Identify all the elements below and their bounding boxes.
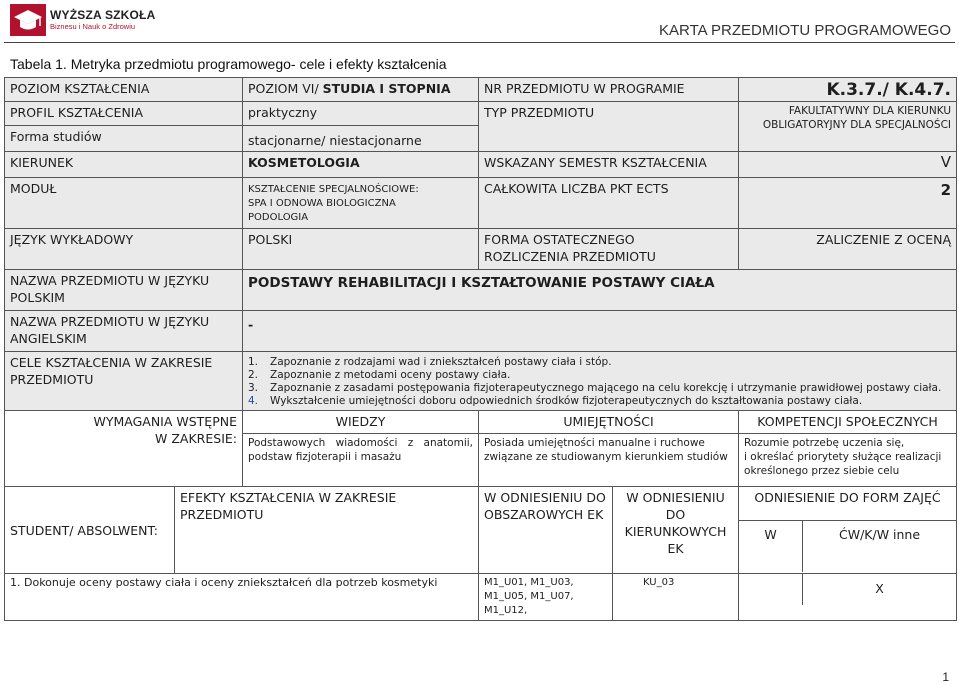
efekt-cwk-value: X — [875, 581, 884, 596]
kompetencji-header: KOMPETENCJI SPOŁECZNYCH — [739, 411, 957, 434]
nazwa-en-label: NAZWA PRZEDMIOTU W JĘZYKU ANGIELSKIM — [5, 311, 243, 352]
nazwa-en-value: - — [243, 311, 957, 352]
modul-label: MODUŁ — [5, 178, 243, 229]
ects-value: 2 — [739, 178, 957, 229]
wiedzy-header: WIEDZY — [243, 411, 479, 434]
nr-value: K.3.7./ K.4.7. — [739, 78, 957, 102]
forma-rozliczenia-value: ZALICZENIE Z OCENĄ — [739, 229, 957, 270]
page-number: 1 — [942, 670, 949, 684]
jezyk-value: POLSKI — [243, 229, 479, 270]
wymagania-label: WYMAGANIA WSTĘPNE W ZAKRESIE: — [5, 411, 243, 487]
efekty-header-cell — [5, 487, 479, 574]
logo-text-line2: Biznesu i Nauk o Zdrowiu — [50, 22, 136, 31]
graduation-cap-icon — [10, 4, 46, 36]
poziom-label: POZIOM KSZTAŁCENIA — [5, 78, 243, 102]
kierunek-ek-header: W ODNIESIENIU DO KIERUNKOWYCH EK — [613, 487, 739, 574]
efekt-text: 1. Dokonuje oceny postawy ciała i oceny zniekształceń dla potrzeb kosmetyki — [5, 574, 479, 621]
document-title: KARTA PRZEDMIOTU PROGRAMOWEGO — [659, 22, 951, 39]
typ-label: TYP PRZEDMIOTU — [479, 102, 739, 152]
row-jezyk — [5, 229, 957, 270]
col-w-header: W — [739, 521, 803, 572]
nazwa-pl-label: NAZWA PRZEDMIOTU W JĘZYKU POLSKIM — [5, 270, 243, 311]
header-divider — [4, 42, 955, 43]
kierunek-label: KIERUNEK — [5, 152, 243, 178]
semestr-label: WSKAZANY SEMESTR KSZTAŁCENIA — [479, 152, 739, 178]
efekt-w-value — [739, 574, 803, 605]
jezyk-label: JĘZYK WYKŁADOWY — [5, 229, 243, 270]
row-efekty-header — [5, 487, 957, 574]
row-wymagania-header — [5, 411, 957, 434]
efekt-forma-zajec — [739, 574, 957, 621]
poziom-value: POZIOM VI/ STUDIA I STOPNIA — [243, 78, 479, 102]
row-nazwa-en — [5, 311, 957, 352]
kompetencji-value: Rozumie potrzebę uczenia się, i określać priorytety służące realizacji określonego przez siebie celu — [739, 434, 957, 487]
logo-text-line1: WYŻSZA SZKOŁA — [50, 8, 156, 22]
nr-label: NR PRZEDMIOTU W PROGRAMIE — [479, 78, 739, 102]
umiejetnosci-header: UMIEJĘTNOŚCI — [479, 411, 739, 434]
efekt-obszar: M1_U01, M1_U03, M1_U05, M1_U07, M1_U12, — [479, 574, 613, 621]
student-label: STUDENT/ ABSOLWENT: — [5, 487, 175, 573]
row-nazwa-pl — [5, 270, 957, 311]
typ-value: FAKULTATYWNY DLA KIERUNKU OBLIGATORYJNY DLA SPECJALNOŚCI — [739, 102, 957, 152]
wiedzy-value: Podstawowych wiadomości z anatomii, podstaw fizjoterapii i masażu — [243, 434, 479, 487]
goal-item: 4. Wykształcenie umiejętności doboru odpowiednich środków fizjoterapeutycznych do kształtowania postawy ciała. — [248, 395, 863, 407]
profil-value: praktyczny — [243, 102, 479, 126]
ects-label: CAŁKOWITA LICZBA PKT ECTS — [479, 178, 739, 229]
row-cele — [5, 352, 957, 411]
profil-label: PROFIL KSZTAŁCENIA — [5, 102, 243, 126]
row-modul — [5, 178, 957, 229]
efekty-row — [5, 574, 957, 621]
umiejetnosci-value: Posiada umiejętności manualne i ruchowe związane ze studiowanym kierunkiem studiów — [479, 434, 739, 487]
goals-list — [248, 356, 951, 408]
forma-rozliczenia-label: FORMA OSTATECZNEGO ROZLICZENIA PRZEDMIOTU — [479, 229, 739, 270]
modul-value: KSZTAŁCENIE SPECJALNOŚCIOWE: SPA I ODNOWA BIOLOGICZNA PODOLOGIA — [243, 178, 479, 229]
kierunek-value: KOSMETOLOGIA — [243, 152, 479, 178]
nazwa-pl-value: PODSTAWY REHABILITACJI I KSZTAŁTOWANIE POSTAWY CIAŁA — [243, 270, 957, 311]
cele-label: CELE KSZTAŁCENIA W ZAKRESIE PRZEDMIOTU — [5, 352, 243, 411]
semestr-value: V — [739, 152, 957, 178]
efekty-label: EFEKTY KSZTAŁCENIA W ZAKRESIE PRZEDMIOTU — [180, 490, 397, 522]
forma-label: Forma studiów — [5, 126, 243, 152]
row-profil — [5, 102, 957, 126]
efekt-kierunek: KU_03 — [613, 574, 739, 621]
table-caption: Tabela 1. Metryka przedmiotu programowego- cele i efekty kształcenia — [10, 56, 447, 72]
goal-item: 1. Zapoznanie z rodzajami wad i zniekształceń postawy ciała i stóp. — [248, 356, 612, 368]
row-poziom — [5, 78, 957, 102]
school-logo — [10, 4, 156, 36]
col-cwk-header: ĆW/K/W inne — [838, 527, 921, 542]
forma-zajec-header: ODNIESIENIE DO FORM ZAJĘĆ W ĆW/K/W inne — [739, 487, 957, 574]
goal-item: 3. Zapoznanie z zasadami postępowania fizjoterapeutycznego mającego na celu korekcję i utrzymanie prawidłowej postawy ciała. — [248, 382, 942, 394]
forma-value: stacjonarne/ niestacjonarne — [243, 126, 479, 152]
row-kierunek — [5, 152, 957, 178]
obszar-header: W ODNIESIENIU DO OBSZAROWYCH EK — [479, 487, 613, 574]
cele-list-cell — [243, 352, 957, 411]
goal-item: 2. Zapoznanie z metodami oceny postawy ciała. — [248, 369, 511, 381]
course-metric-table — [4, 77, 957, 621]
